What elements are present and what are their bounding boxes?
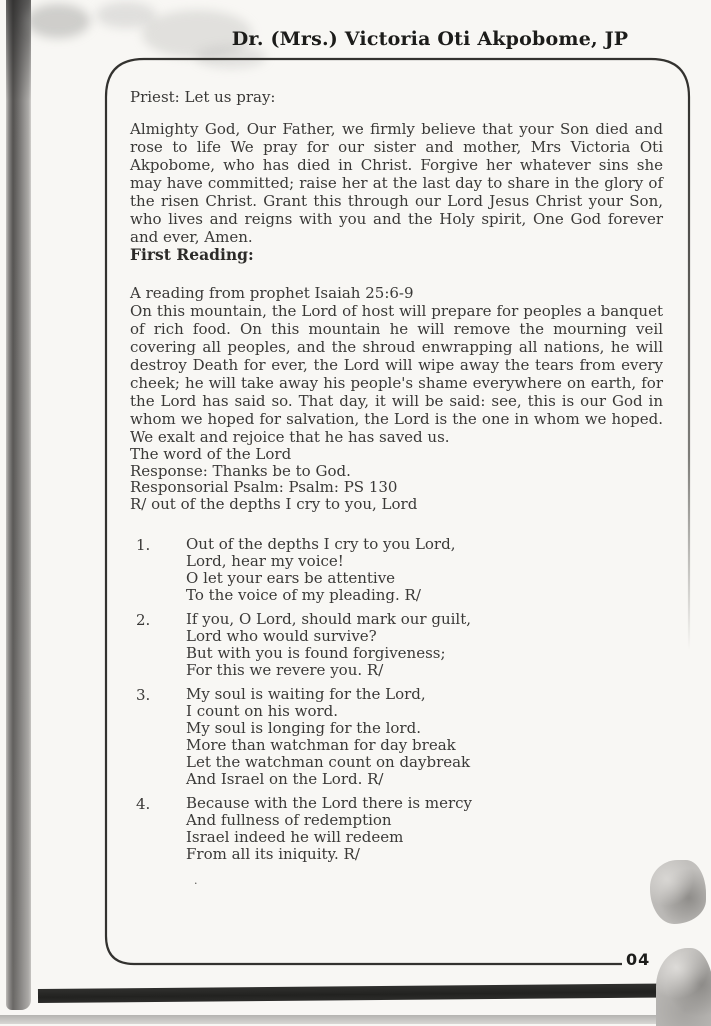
page-number: 04 (626, 950, 651, 969)
torn-paper-texture (656, 948, 711, 1026)
psalm-verse (130, 686, 663, 788)
priest-line: Priest: Let us pray: (130, 88, 276, 106)
verse-lines (186, 795, 472, 863)
book-spine-binding (6, 0, 31, 1010)
first-reading-heading: First Reading: (130, 245, 254, 264)
verse-line: Because with the Lord there is mercy (186, 794, 472, 812)
footer-black-bar (38, 984, 668, 1003)
torn-paper-texture (650, 860, 706, 924)
verse-number: 2. (136, 611, 151, 629)
verse-line: To the voice of my pleading. R/ (186, 586, 421, 604)
verse-line: More than watchman for day break (186, 736, 456, 754)
verse-line: My soul is longing for the lord. (186, 719, 421, 737)
scan-smudge (26, 4, 90, 38)
verse-line: Israel indeed he will redeem (186, 828, 404, 846)
verse-lines (186, 686, 470, 788)
verse-line: And Israel on the Lord. R/ (186, 770, 384, 788)
psalm-verses (130, 536, 663, 863)
verse-line: But with you is found forgiveness; (186, 644, 446, 662)
verse-line: And fullness of redemption (186, 811, 392, 829)
opening-prayer: Almighty God, Our Father, we firmly believe that your Son died and rose to life We pray for our sister and mother, Mrs Victoria Oti Akpobome, who has died in Christ. Forgive her whatever sins she may have committed; raise her at the last day to share in the glory of the risen Christ. Grant this through our Lord Jesus Christ your Son, who lives and reigns with you and the Holy spirit, One God forever and ever, Amen. (130, 120, 663, 246)
verse-line: If you, O Lord, should mark our guilt, (186, 610, 472, 628)
responsorial-block (130, 446, 663, 512)
psalm-verse (130, 536, 663, 604)
reading-source-line: A reading from prophet Isaiah 25:6-9 (130, 284, 414, 302)
verse-lines (186, 611, 471, 679)
psalm-verse (130, 611, 663, 679)
verse-line: For this we revere you. R/ (186, 661, 384, 679)
page-title: Dr. (Mrs.) Victoria Oti Akpobome, JP (231, 28, 629, 50)
word-of-lord-line: The word of the Lord (130, 445, 292, 463)
verse-line: Let the watchman count on daybreak (186, 753, 471, 771)
verse-line: Lord who would survive? (186, 627, 377, 645)
verse-line: Out of the depths I cry to you Lord, (186, 535, 456, 553)
verse-lines (186, 536, 455, 604)
verse-number: 1. (136, 536, 151, 554)
psalm-verse (130, 795, 663, 863)
verse-line: From all its iniquity. R/ (186, 845, 360, 863)
verse-number: 3. (136, 686, 151, 704)
verse-line: O let your ears be attentive (186, 569, 396, 587)
page-body (106, 59, 689, 885)
response-line: Response: Thanks be to God. (130, 461, 351, 480)
scan-speck: . (194, 874, 198, 887)
responsorial-psalm-line: Responsorial Psalm: Psalm: PS 130 (130, 478, 398, 496)
scan-bottom-edge (0, 1015, 711, 1024)
verse-line: Lord, hear my voice! (186, 552, 344, 570)
reading-body: On this mountain, the Lord of host will prepare for peoples a banquet of rich food. On this mountain he will remove the mourning veil covering all peoples, and the shroud enwrapping all nations, he will destroy Death for ever, the Lord will wipe away the tears from every cheek; he will take away his people's shame everywhere on earth, for the Lord has said so. That day, it will be said: see, this is our God in whom we hoped for salvation, the Lord is the one in whom we hoped. We exalt and rejoice that he has saved us. (130, 302, 663, 446)
verse-number: 4. (136, 795, 151, 813)
verse-line: I count on his word. (186, 702, 339, 720)
verse-line: My soul is waiting for the Lord, (186, 685, 426, 703)
refrain-line: R/ out of the depths I cry to you, Lord (130, 494, 418, 513)
